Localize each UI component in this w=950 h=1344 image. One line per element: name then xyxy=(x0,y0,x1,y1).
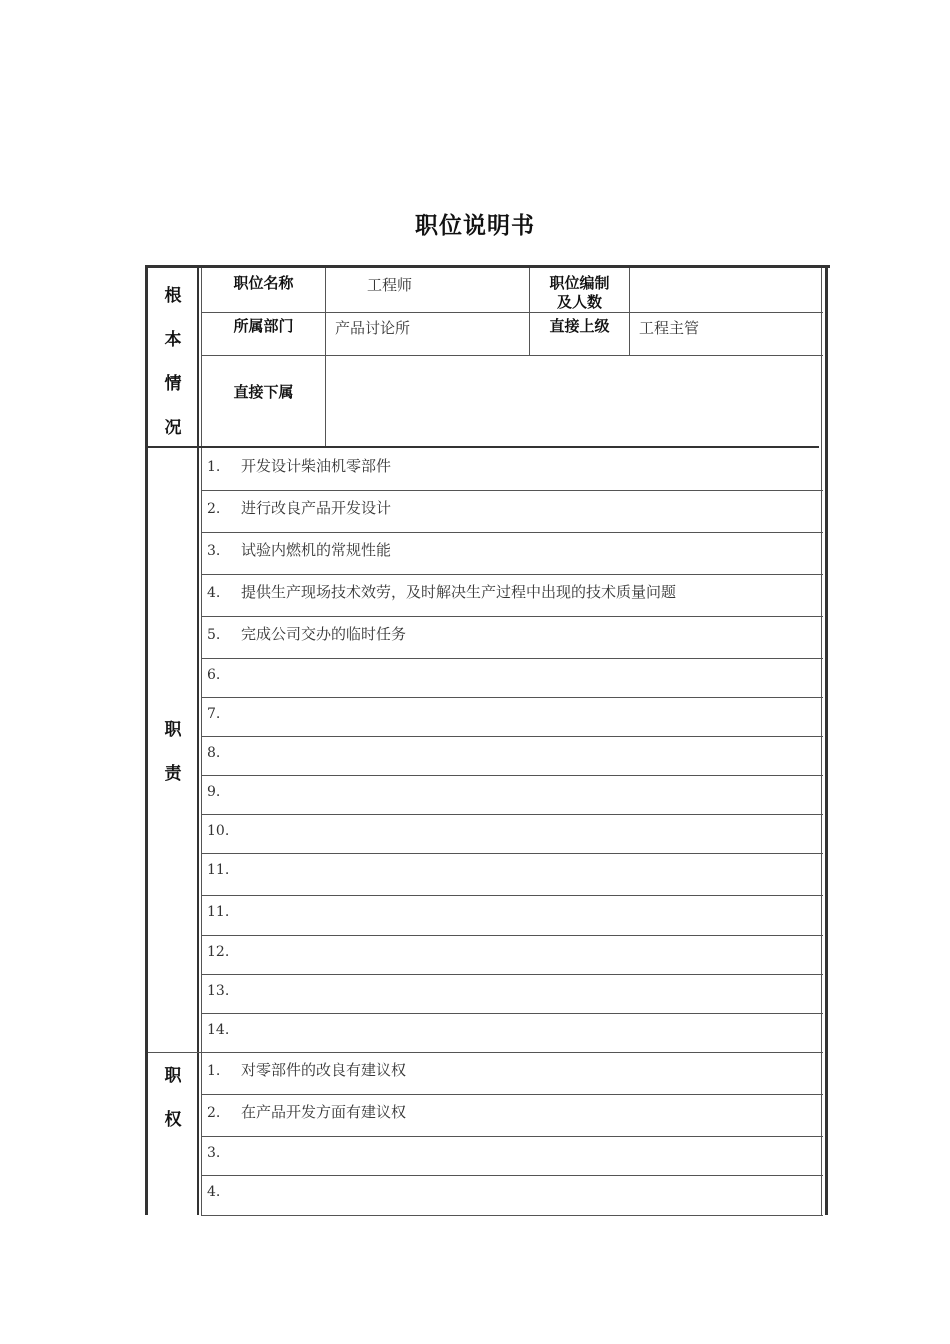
headcount-label-line-1: 职位编制 xyxy=(549,274,610,292)
basic-heading-char: 本 xyxy=(164,330,182,350)
list-item-number: 9. xyxy=(207,784,221,800)
headcount-label-line-2: 及人数 xyxy=(556,293,602,311)
table-top-border xyxy=(145,265,830,268)
list-item xyxy=(207,1020,241,1038)
row-divider xyxy=(201,736,823,737)
row-divider xyxy=(201,1052,823,1053)
department-value: 产品讨论所 xyxy=(335,319,411,337)
list-item-text: 对零部件的改良有建议权 xyxy=(241,1061,407,1079)
list-item-number: 4. xyxy=(207,1184,221,1200)
row-divider xyxy=(201,1136,823,1137)
list-item-text: 完成公司交办的临时任务 xyxy=(241,625,407,643)
list-item xyxy=(207,1182,241,1200)
row-divider xyxy=(201,1094,823,1095)
row-divider xyxy=(201,697,823,698)
row-divider xyxy=(201,1175,823,1176)
list-item-number: 5. xyxy=(207,627,221,643)
list-item xyxy=(207,782,241,800)
row-divider xyxy=(201,574,823,575)
row-divider xyxy=(201,895,823,896)
superior-value: 工程主管 xyxy=(639,319,700,337)
list-item xyxy=(207,497,391,518)
list-item-number: 3. xyxy=(207,1145,221,1161)
row-divider xyxy=(201,658,823,659)
list-item-text: 在产品开发方面有建议权 xyxy=(241,1103,407,1121)
basic-heading-char: 根 xyxy=(164,286,182,306)
list-item-number: 3. xyxy=(207,543,221,559)
list-item-text: 进行改良产品开发设计 xyxy=(241,499,392,517)
list-item xyxy=(207,539,391,560)
position-name-label: 职位名称 xyxy=(233,274,294,292)
row-divider xyxy=(201,1215,823,1216)
authority-heading-char: 职 xyxy=(164,1066,182,1086)
row-divider xyxy=(201,616,823,617)
list-item-number: 14. xyxy=(207,1022,230,1038)
department-label: 所属部门 xyxy=(233,317,294,335)
list-item-number: 2. xyxy=(207,1105,221,1121)
row-divider xyxy=(201,490,823,491)
list-item xyxy=(207,860,241,878)
list-item xyxy=(207,455,391,476)
list-item xyxy=(207,1101,406,1122)
table-right-border xyxy=(825,265,828,1215)
list-item xyxy=(207,902,241,920)
list-item-number: 4. xyxy=(207,585,221,601)
list-item xyxy=(207,981,241,999)
authority-heading-char: 权 xyxy=(164,1110,182,1130)
superior-label: 直接上级 xyxy=(549,317,610,335)
headcount-label xyxy=(530,274,629,312)
authority-heading xyxy=(148,1054,198,1142)
row-divider xyxy=(201,775,823,776)
basic-row-line-1 xyxy=(201,312,823,313)
list-item xyxy=(207,821,241,839)
list-item xyxy=(207,623,406,644)
list-item-number: 10. xyxy=(207,823,230,839)
list-item xyxy=(207,581,676,602)
basic-heading-char: 情 xyxy=(164,374,182,394)
list-item-text: 提供生产现场技术效劳，及时解决生产过程中出现的技术质量问题 xyxy=(241,583,677,601)
list-item xyxy=(207,704,241,722)
row-divider xyxy=(201,935,823,936)
subordinate-label: 直接下属 xyxy=(233,383,294,401)
list-item xyxy=(207,743,241,761)
basic-info-heading xyxy=(148,274,198,450)
document-title: 职位说明书 xyxy=(415,213,535,239)
list-item-number: 6. xyxy=(207,667,221,683)
list-item-text: 试验内燃机的常规性能 xyxy=(241,541,392,559)
row-divider xyxy=(201,1013,823,1014)
authority-section-top-line xyxy=(148,1052,202,1053)
basic-col-line-3 xyxy=(629,268,630,356)
list-item-number: 1. xyxy=(207,1063,221,1079)
duties-heading-char: 职 xyxy=(164,720,182,740)
duties-heading-char: 责 xyxy=(164,764,182,784)
basic-section-bottom-border xyxy=(145,446,819,448)
row-divider xyxy=(201,853,823,854)
list-item-number: 7. xyxy=(207,706,221,722)
position-name-value: 工程师 xyxy=(367,276,413,294)
basic-row-line-2 xyxy=(201,355,823,356)
row-divider xyxy=(201,974,823,975)
basic-col-line-1 xyxy=(325,268,326,446)
list-item-number: 2. xyxy=(207,501,221,517)
duties-heading xyxy=(148,708,198,796)
list-item-number: 13. xyxy=(207,983,230,999)
row-divider xyxy=(201,532,823,533)
list-item-number: 1. xyxy=(207,459,221,475)
job-description-table xyxy=(145,265,830,1215)
list-item xyxy=(207,1143,241,1161)
list-item-number: 11. xyxy=(207,904,230,920)
list-item xyxy=(207,942,241,960)
table-right-inner-line xyxy=(821,268,822,1215)
list-item-text: 开发设计柴油机零部件 xyxy=(241,457,392,475)
heading-column-inner-line xyxy=(201,268,202,1215)
list-item-number: 8. xyxy=(207,745,221,761)
list-item-number: 12. xyxy=(207,944,230,960)
basic-heading-char: 况 xyxy=(164,418,182,438)
list-item xyxy=(207,1059,406,1080)
list-item-number: 11. xyxy=(207,862,230,878)
list-item xyxy=(207,665,241,683)
row-divider xyxy=(201,814,823,815)
